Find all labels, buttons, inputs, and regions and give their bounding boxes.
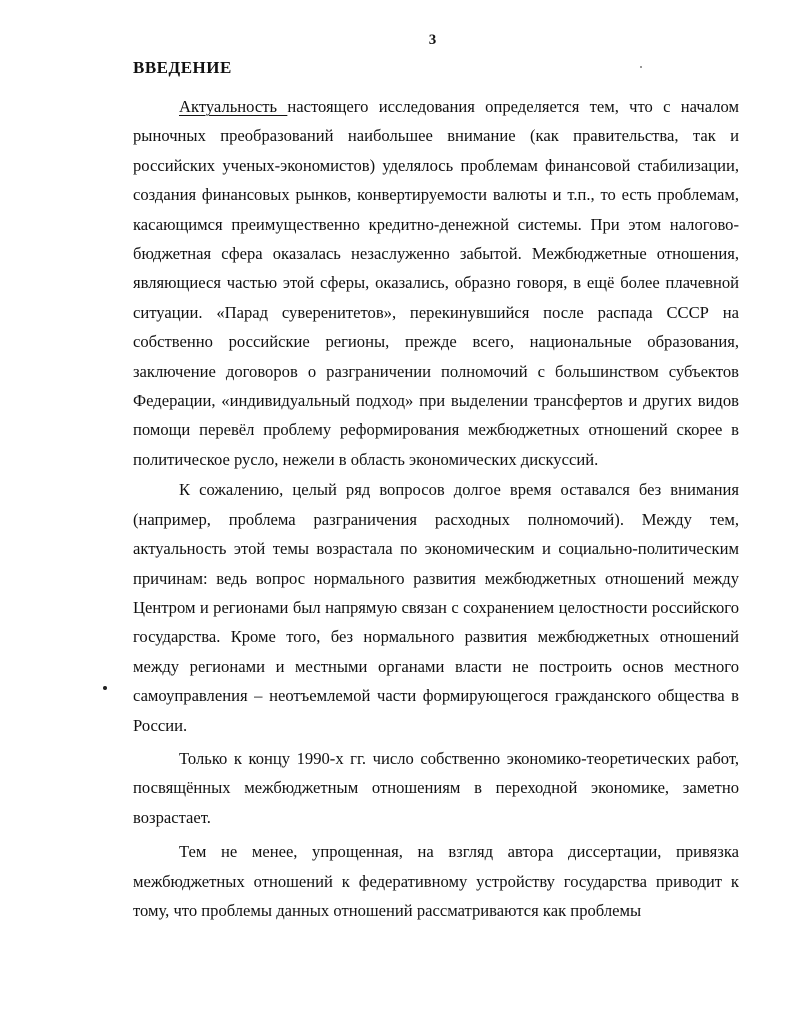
- page-number: 3: [428, 32, 437, 48]
- paragraph-4: Тем не менее, упрощенная, на взгляд автора диссертации, привязка межбюджетных отношений к федеративному устройству государства приводит к тому, что проблемы данных отношений рассматриваются как проблемы: [133, 842, 739, 920]
- paragraph-1-text: настоящего исследования определяется тем, что с началом рыночных преобразований наибольшее внимание (как правительства, так и российских ученых-экономистов) уделялось проблемам финансовой стабилизации, создания финансовых рынков, конвертируемости валюты и т.п., то есть проблемам, касающимся преимущественно кредитно-денежной системы. При этом налогово-бюджетная сфера оказалась незаслуженно забытой. Межбюджетные отношения, являющиеся частью этой сферы, оказались, образно говоря, в ещё более плачевной ситуации. «Парад суверенитетов», перекинувшийся после распада СССР на собственно российские регионы, прежде всего, национальные образования, заключение договоров о разграничении полномочий с большинством субъектов Федерации, «индивидуальный подход» при выделении трансфертов и других видов помощи перевёл проблему реформирования межбюджетных отношений скорее в политическое русло, нежели в область экономических дискуссий.: [133, 97, 739, 469]
- scan-speck: [640, 66, 642, 68]
- body-text: [133, 92, 739, 925]
- paragraph-1-lead: Актуальность: [179, 97, 288, 116]
- paragraph-1: [133, 92, 739, 474]
- paragraph-3: Только к концу 1990-х гг. число собственно экономико-теоретических работ, посвящённых межбюджетным отношениям в переходной экономике, заметно возрастает.: [133, 748, 739, 827]
- paragraph-2: К сожалению, целый ряд вопросов долгое время оставался без внимания (например, проблема разграничения расходных полномочий). Между тем, актуальность этой темы возрастала по экономическим и социально-политическим причинам: ведь вопрос нормального развития межбюджетных отношений между Центром и регионами был напрямую связан с сохранением целостности российского государства. Кроме того, без нормального развития межбюджетных отношений между регионами и местными органами власти не построить основ местного самоуправления – неотъемлемой части формирующегося гражданского общества в России.: [133, 480, 739, 735]
- section-heading: ВВЕДЕНИЕ: [133, 58, 232, 77]
- margin-dot: [103, 686, 107, 690]
